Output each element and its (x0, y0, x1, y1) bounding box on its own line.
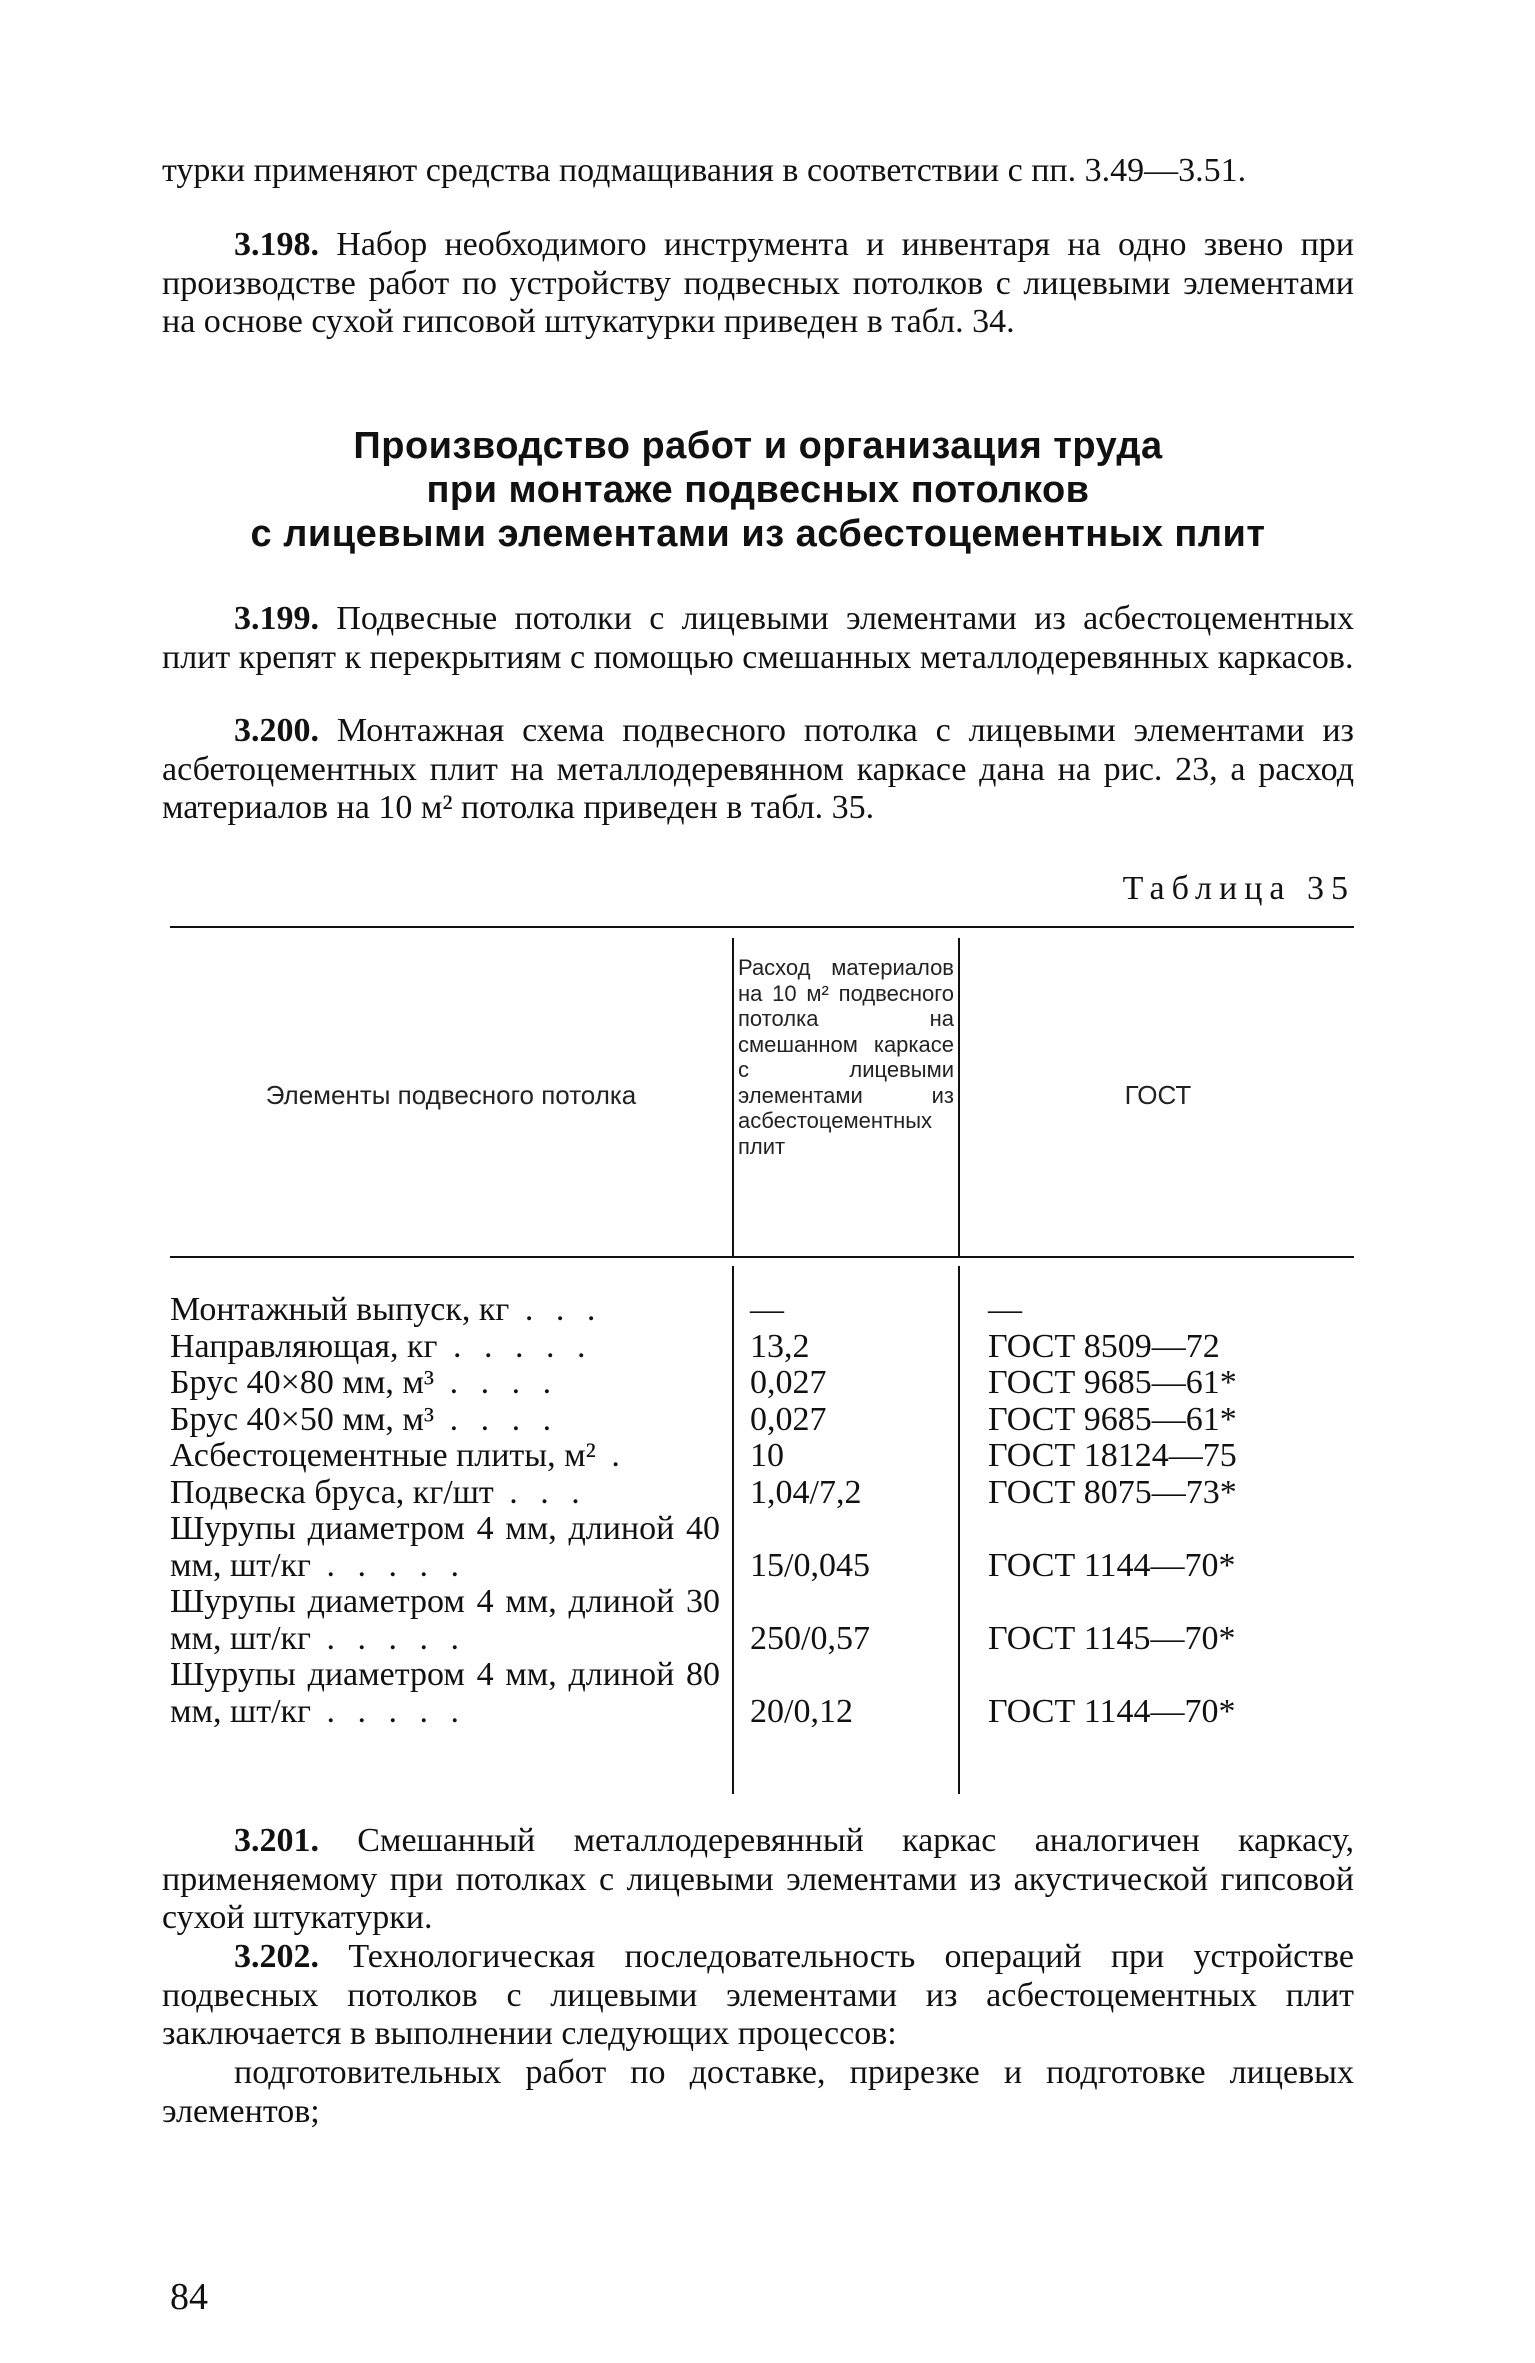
paragraph-list-item (162, 2054, 1354, 2131)
cell-element: Направляющая, кг . . . . . (170, 1327, 593, 1365)
paragraph-continuation (162, 152, 1354, 191)
paragraph-3-199 (162, 600, 1354, 677)
page-number: 84 (170, 2276, 208, 2318)
table-header-rule (170, 1256, 1354, 1258)
cell-consumption: 20/0,12 (750, 1692, 853, 1730)
table-row (170, 1475, 1354, 1512)
heading-line-1: Производство работ и организация труда (353, 425, 1163, 467)
paragraph-number: 3.201. (234, 1822, 319, 1859)
paragraph-number: 3.200. (234, 712, 319, 749)
cell-gost: ГОСТ 1144—70* (988, 1546, 1236, 1584)
table-row (170, 1584, 1354, 1657)
column-header-gost: ГОСТ (1124, 1080, 1192, 1110)
table-row (170, 1402, 1354, 1439)
header-divider-right (958, 938, 960, 1258)
paragraph-text: Подвесные потолки с лицевыми элементами из асбестоцементных плит крепят к перекрытиям с помощью смешанных металлодеревянных каркасов. (162, 600, 1354, 676)
table-row (170, 1292, 1354, 1329)
paragraph-3-202 (162, 1938, 1354, 2054)
column-header-elements: Элементы подвесного потолка (265, 1080, 637, 1110)
cell-consumption: — (750, 1291, 784, 1328)
cell-element: Асбестоцементные плиты, м² . (170, 1437, 627, 1474)
cell-gost: ГОСТ 1145—70* (988, 1619, 1236, 1657)
table-body (170, 1292, 1354, 1730)
heading-line-3: с лицевыми элементами из асбестоцементных плит (250, 513, 1266, 555)
paragraph-3-198 (162, 226, 1354, 342)
cell-consumption: 10 (750, 1437, 784, 1474)
cell-element: Шурупы диаметром 4 мм, длиной 30 мм, шт/кг . . . . . (170, 1583, 720, 1657)
header-divider-left (732, 938, 734, 1258)
table-top-rule (170, 926, 1354, 928)
cell-gost: ГОСТ 9685—61* (988, 1400, 1237, 1438)
cell-element: Шурупы диаметром 4 мм, длиной 40 мм, шт/кг . . . . . (170, 1510, 720, 1584)
cell-element: Брус 40×50 мм, м³ . . . . (170, 1400, 559, 1438)
cell-consumption: 13,2 (750, 1327, 810, 1365)
paragraph-text: турки применяют средства подмащивания в соответствии с пп. 3.49—3.51. (162, 152, 1247, 189)
cell-gost: ГОСТ 18124—75 (988, 1437, 1237, 1474)
cell-consumption: 15/0,045 (750, 1546, 870, 1584)
paragraph-text: Монтажная схема подвесного потолка с лицевыми элементами из асбетоцементных плит на металлодеревянном каркасе дана на рис. 23, а расход материалов на 10 м² потолка приведен в табл. 35. (162, 712, 1354, 826)
paragraph-3-201 (162, 1822, 1354, 1938)
cell-consumption: 250/0,57 (750, 1619, 870, 1657)
column-header-consumption: Расход материалов на 10 м² подвесного потолка на смешанном каркасе с лицевыми элементами из асбестоцементных плит (738, 955, 954, 1159)
table-row (170, 1657, 1354, 1730)
cell-gost: ГОСТ 1144—70* (988, 1692, 1236, 1730)
paragraph-text: Набор необходимого инструмента и инвентаря на одно звено при производстве работ по устройству подвесных потолков с лицевыми элементами на основе сухой гипсовой штукатурки приведен в табл. 34. (162, 226, 1354, 340)
cell-consumption: 0,027 (750, 1400, 827, 1438)
cell-consumption: 1,04/7,2 (750, 1473, 862, 1511)
table-row (170, 1329, 1354, 1366)
paragraph-text: Технологическая последовательность операций при устройстве подвесных потолков с лицевыми элементами из асбестоцементных плит заключается в выполнении следующих процессов: (162, 1938, 1354, 2052)
paragraph-text: Смешанный металлодеревянный каркас аналогичен каркасу, применяемому при потолках с лицевыми элементами из акустической гипсовой сухой штукатурки. (162, 1822, 1354, 1936)
cell-element: Шурупы диаметром 4 мм, длиной 80 мм, шт/кг . . . . . (170, 1656, 720, 1730)
cell-gost: — (988, 1291, 1022, 1328)
cell-gost: ГОСТ 9685—61* (988, 1364, 1237, 1401)
cell-consumption: 0,027 (750, 1364, 827, 1401)
paragraph-number: 3.202. (234, 1938, 319, 1975)
table-row (170, 1365, 1354, 1402)
table-row (170, 1438, 1354, 1475)
paragraph-number: 3.198. (234, 226, 319, 263)
paragraph-text: подготовительных работ по доставке, прирезке и подготовке лицевых элементов; (162, 2054, 1354, 2130)
table-caption: Таблица 35 (1122, 870, 1355, 907)
cell-gost: ГОСТ 8509—72 (988, 1327, 1220, 1365)
section-heading (162, 424, 1354, 556)
cell-element: Брус 40×80 мм, м³ . . . . (170, 1364, 559, 1401)
cell-element: Монтажный выпуск, кг . . . (170, 1291, 603, 1328)
table-row (170, 1511, 1354, 1584)
paragraph-3-200 (162, 712, 1354, 828)
heading-line-2: при монтаже подвесных потолков (426, 469, 1090, 511)
paragraph-number: 3.199. (234, 600, 319, 637)
cell-gost: ГОСТ 8075—73* (988, 1473, 1237, 1511)
cell-element: Подвеска бруса, кг/шт . . . (170, 1473, 587, 1511)
